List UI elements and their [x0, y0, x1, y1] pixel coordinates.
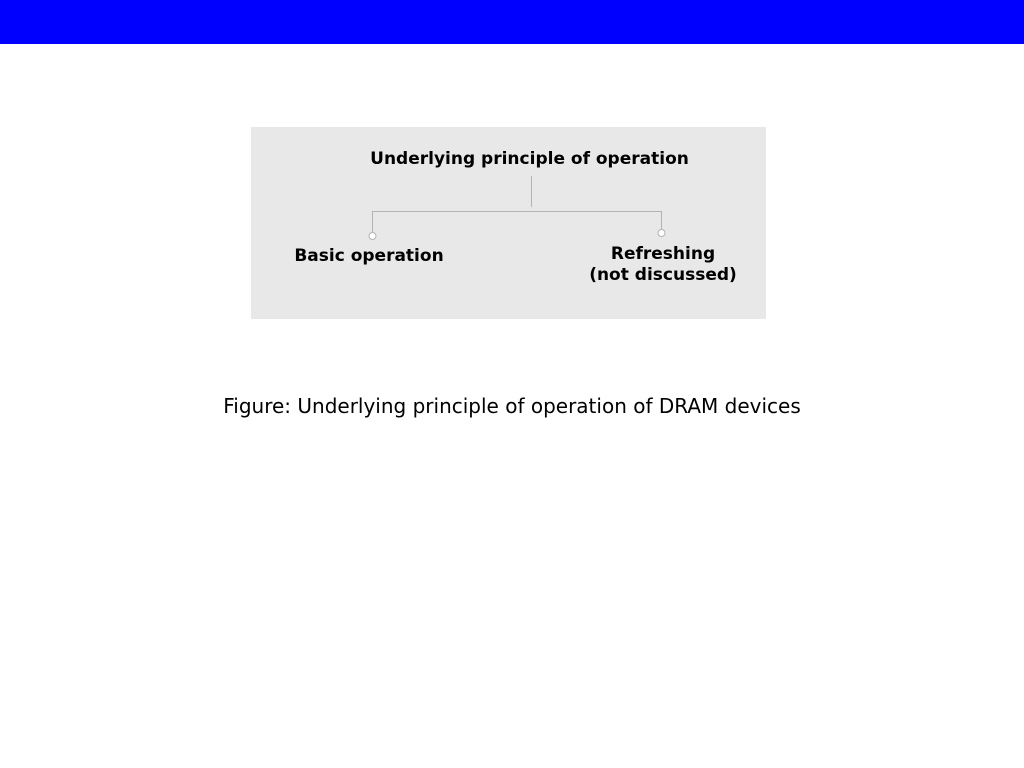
refreshing-label-line1: Refreshing [610, 244, 716, 264]
diagram-panel [251, 127, 766, 319]
refreshing-label-line2: (not discussed) [589, 265, 737, 285]
top-banner [0, 0, 1024, 44]
left-node-marker [369, 233, 376, 240]
basic-operation-node-label: Basic operation [294, 246, 444, 266]
refreshing-node-label [563, 244, 763, 286]
figure-caption: Figure: Underlying principle of operation of DRAM devices [223, 394, 801, 418]
root-node-label: Underlying principle of operation [370, 149, 689, 169]
right-node-marker [658, 230, 665, 237]
